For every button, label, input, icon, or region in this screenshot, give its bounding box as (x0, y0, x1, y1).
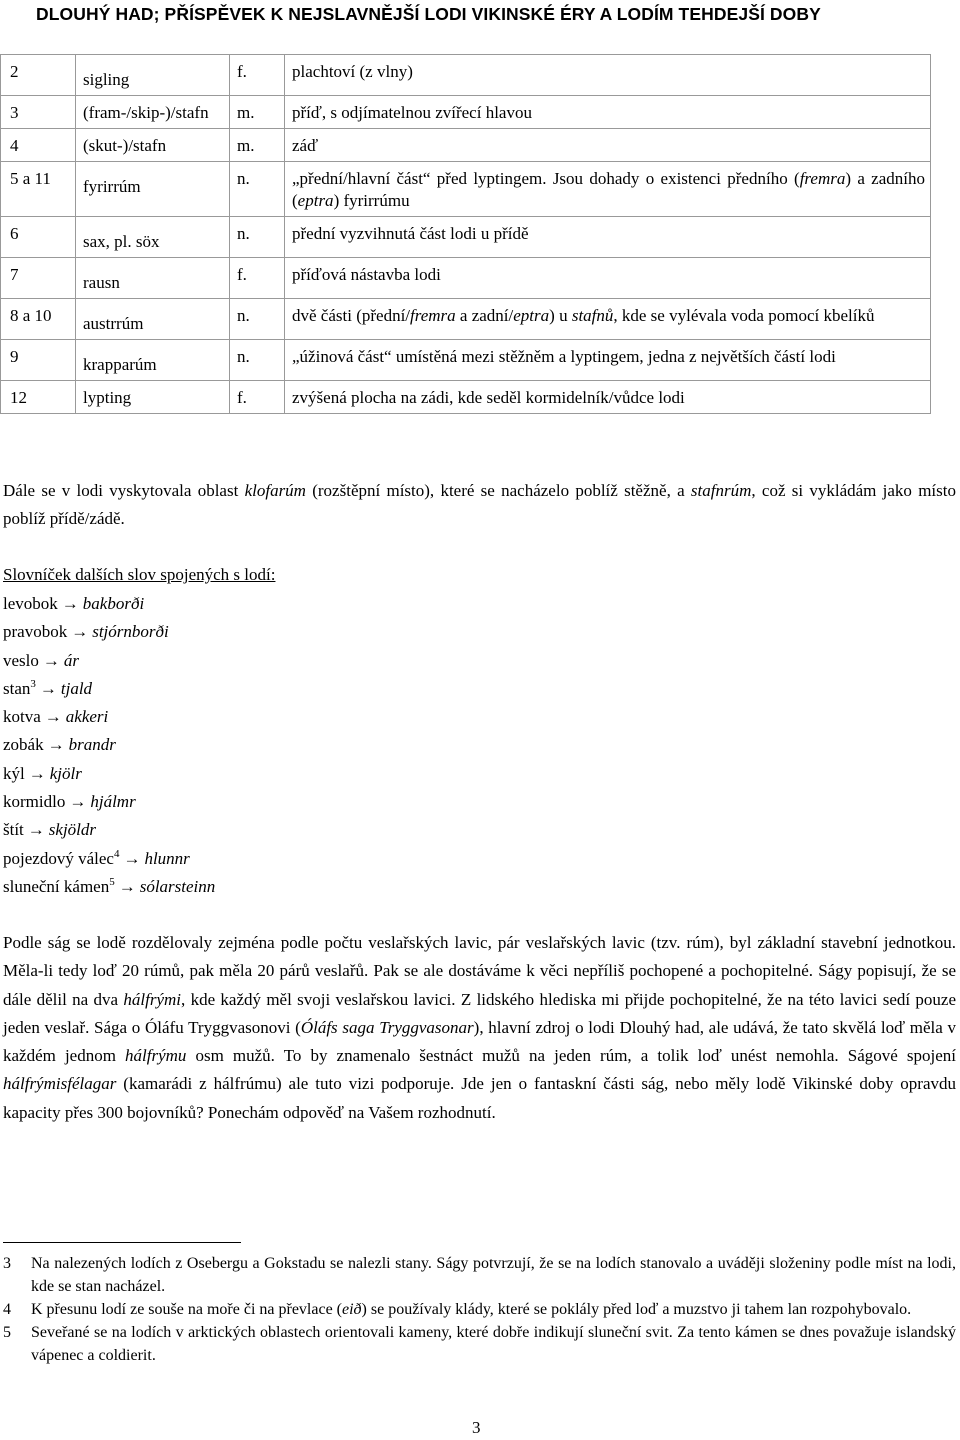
arrow-right-icon: → (44, 707, 62, 727)
row-number: 8 a 10 (1, 299, 76, 340)
footnote (3, 1298, 956, 1321)
description: „úžinová část“ umístěná mezi stěžněm a lyptingem, jedna z největších částí lodi (285, 340, 931, 381)
arrow-right-icon: → (123, 848, 141, 868)
footnote-text: Na nalezených lodích z Osebergu a Gokstadu se nalezli stany. Ságy potvrzují, že se na lodích stanovalo a uváději složeniny podle míst na lodi, kde se stan nacházel. (31, 1255, 956, 1295)
description: zvýšená plocha na zádi, kde seděl kormidelník/vůdce lodi (285, 381, 931, 414)
description: dvě části (přední/fremra a zadní/eptra) u stafnů, kde se vylévala voda pomocí kbelíků (285, 299, 931, 340)
table-row (1, 217, 931, 258)
list-item: zobák → brandr (3, 731, 215, 759)
table-row (1, 258, 931, 299)
arrow-right-icon: → (61, 594, 79, 613)
arrow-right-icon: → (69, 792, 87, 812)
arrow-right-icon: → (42, 650, 60, 670)
arrow-right-icon: → (28, 763, 46, 783)
list-item: pojezdový válec$^4$ → hlunnr (3, 845, 215, 873)
term: fyrirrúm (83, 177, 141, 196)
list-item: kormidlo → hjálmr (3, 788, 215, 816)
table-row (1, 129, 931, 162)
footnote (3, 1252, 956, 1298)
gender: n. (230, 340, 285, 381)
footnote-text: K přesunu lodí ze souše na moře či na převlace (eið) se používaly klády, které se poklály před loď a muzstvo ji tahem lan rozpohybovalo. (31, 1301, 912, 1318)
list-item: veslo → ár (3, 647, 215, 675)
paragraph-rum-benches: Podle ság se lodě rozdělovaly zejména podle počtu veslařských lavic, pár veslařských lavic (tzv. rúm), byl základní stavební jednotkou. Měla-li tedy loď 20 rúmů, pak měla 20 párů veslařů. Pak se ale dostáváme k věci nepříliš pochopené a pochopitelné. Ságy popisují, že se dále dělil na dva hálfrými, kde každý měl svoji veslařskou lavici. Z lidského hlediska mi přijde pochopitelné, že na této lavici sedí pouze jeden veslař. Sága o Óláfu Tryggvasonovi (Óláfs saga Tryggvasonar), hlavní zdroj o lodi Dlouhý had, ale udává, že tato skvělá loď měla v každém jednom hálfrýmu osm mužů. To by znamenalo šestnáct mužů na jeden rúm, a tolik loď unést nemohla. Ságové spojení hálfrýmisfélagar (kamarádi z hálfrúmu) ale tuto vizi podporuje. Jde jen o fantaskní části ság, nebo měly lodě Vikinské doby opravdu kapacity přes 300 bojovníků? Ponechám odpověď na Vašem rozhodnutí. (3, 933, 957, 1122)
row-number: 6 (1, 217, 76, 258)
table-row (1, 381, 931, 414)
term: (fram-/skip-)/stafn (76, 96, 230, 129)
vocabulary-heading: Slovníček dalších slov spojených s lodí: (3, 565, 276, 584)
term: (skut-)/stafn (76, 129, 230, 162)
gender: n. (230, 217, 285, 258)
table-row (1, 299, 931, 340)
footnote-number: 4 (3, 1301, 11, 1318)
arrow-right-icon: → (27, 820, 45, 840)
gender: f. (230, 258, 285, 299)
gender: m. (230, 129, 285, 162)
table-row (1, 55, 931, 96)
arrow-right-icon: → (71, 622, 89, 642)
list-item: sluneční kámen$^5$ → sólarsteinn (3, 873, 215, 901)
term: rausn (83, 273, 120, 292)
term: sigling (83, 70, 130, 89)
vocabulary-list (3, 590, 215, 901)
arrow-right-icon: → (39, 678, 57, 698)
arrow-right-icon: → (47, 735, 65, 755)
list-item: kýl → kjölr (3, 760, 215, 788)
running-header: DLOUHÝ HAD; PŘÍSPĚVEK K NEJSLAVNĚJŠÍ LODI VIKINSKÉ ÉRY A LODÍM TEHDEJŠÍ DOBY (36, 4, 821, 24)
arrow-right-icon: → (118, 876, 136, 896)
term: lypting (76, 381, 230, 414)
term: krapparúm (83, 355, 157, 374)
footnote-number: 3 (3, 1255, 11, 1272)
footnote-number: 5 (3, 1324, 11, 1341)
row-number: 7 (1, 258, 76, 299)
row-number: 4 (1, 129, 76, 162)
description: příďová nástavba lodi (285, 258, 931, 299)
footnotes (3, 1252, 956, 1367)
row-number: 2 (1, 55, 76, 96)
list-item: kotva → akkeri (3, 703, 215, 731)
table-row (1, 340, 931, 381)
list-item: levobok → bakborði (3, 590, 215, 618)
term: austrrúm (83, 314, 144, 333)
term: sax, pl. söx (83, 232, 160, 251)
gender: f. (230, 381, 285, 414)
row-number: 9 (1, 340, 76, 381)
description: plachtoví (z vlny) (285, 55, 931, 96)
page-number: 3 (472, 1418, 481, 1437)
footnote-separator (3, 1242, 241, 1243)
description: záď (285, 129, 931, 162)
list-item: štít → skjöldr (3, 816, 215, 844)
footnote (3, 1321, 956, 1367)
row-number: 3 (1, 96, 76, 129)
table-row (1, 96, 931, 129)
paragraph-other-areas: Dále se v lodi vyskytovala oblast klofarúm (rozštěpní místo), které se nacházelo poblíž stěžně, a stafnrúm, což si vykládám jako místo poblíž přídě/zádě. (3, 481, 956, 529)
description: příď, s odjímatelnou zvířecí hlavou (285, 96, 931, 129)
ship-parts-table (0, 54, 931, 414)
gender: m. (230, 96, 285, 129)
gender: n. (230, 162, 285, 217)
row-number: 5 a 11 (1, 162, 76, 217)
list-item: stan$^3$ → tjald (3, 675, 215, 703)
gender: f. (230, 55, 285, 96)
row-number: 12 (1, 381, 76, 414)
table-row (1, 162, 931, 217)
description: „přední/hlavní část“ před lyptingem. Jsou dohady o existenci předního (fremra) a zadního (eptra) fyrirrúmu (285, 162, 931, 217)
gender: n. (230, 299, 285, 340)
list-item: pravobok → stjórnborði (3, 618, 215, 646)
footnote-text: Seveřané se na lodích v arktických oblastech orientovali kameny, které dobře indikují sluneční svit. Za tento kámen se dnes považuje islandský vápenec a coldierit. (31, 1324, 956, 1364)
description: přední vyzvihnutá část lodi u přídě (285, 217, 931, 258)
